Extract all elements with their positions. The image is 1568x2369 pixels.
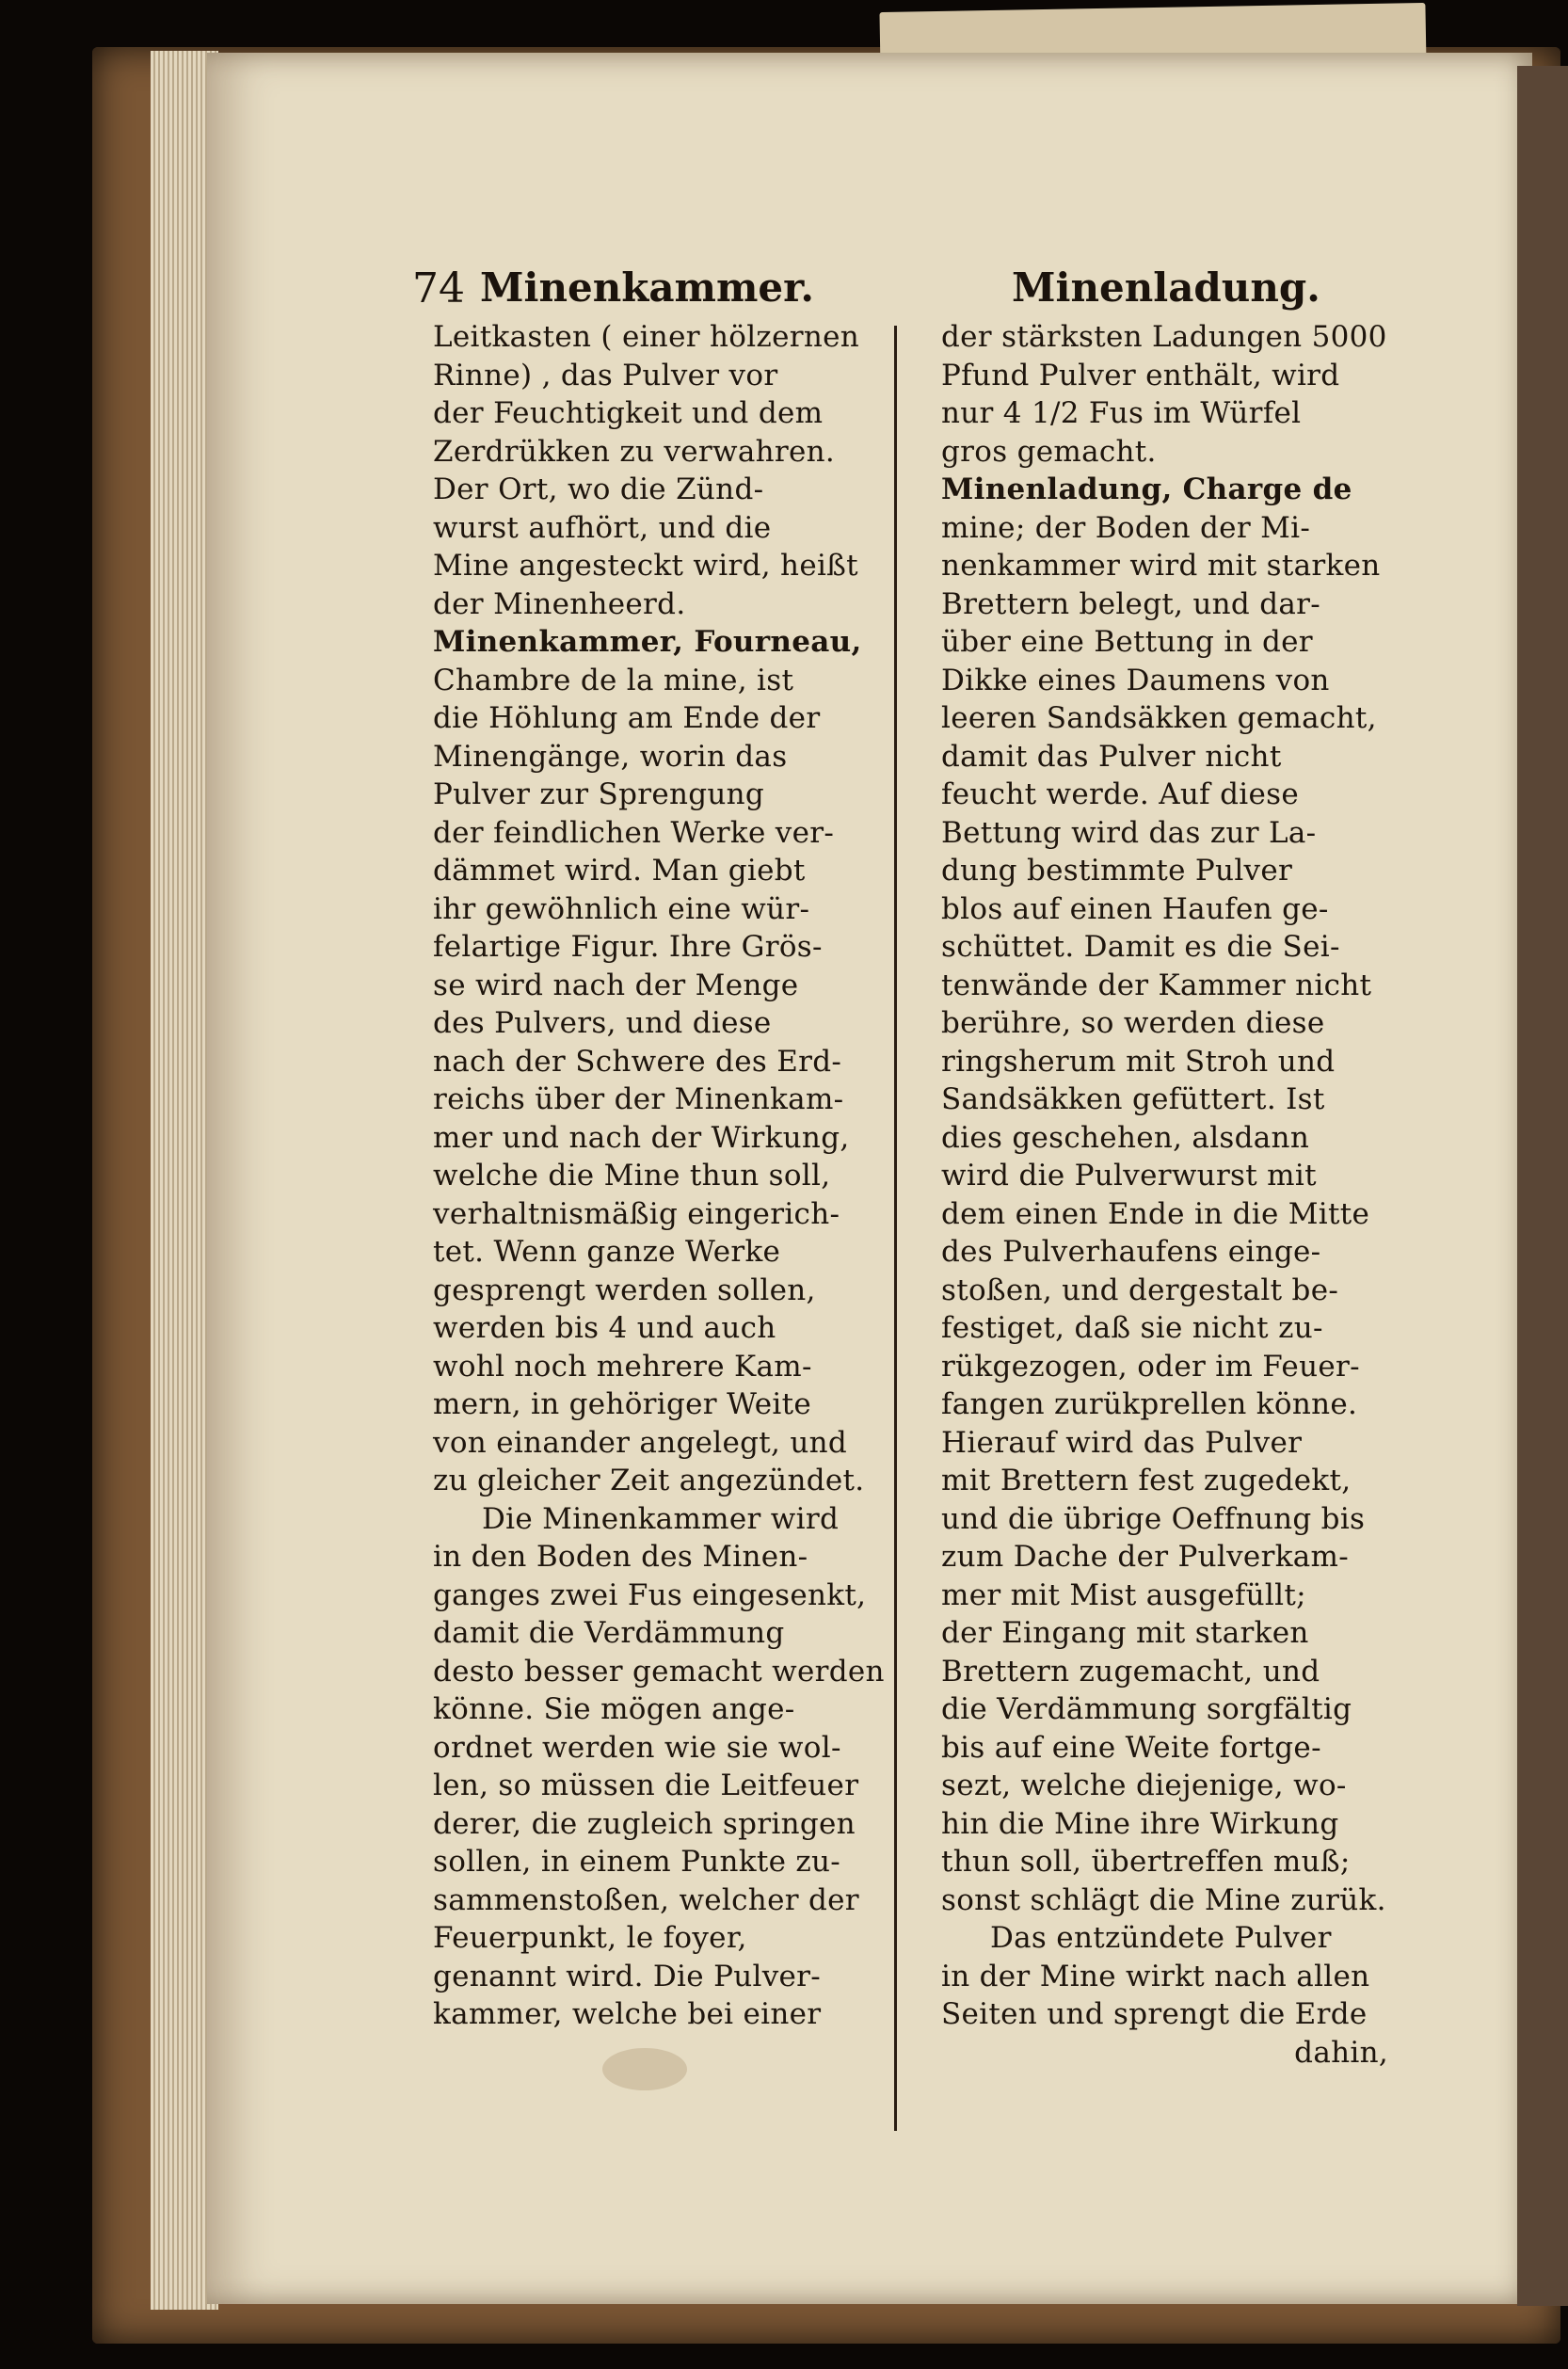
text-line: ihr gewöhnlich eine wür- (433, 891, 810, 926)
text-line: gros gemacht. (941, 434, 1157, 469)
text-line: festiget, daß sie nicht zu- (941, 1311, 1323, 1345)
left-running-title: Minenkammer. (480, 264, 815, 311)
text-line: ordnet werden wie sie wol- (433, 1730, 841, 1765)
text-line: schüttet. Damit es die Sei- (941, 930, 1340, 964)
text-line: Rinne) , das Pulver vor (433, 358, 778, 392)
text-line: dahin, (1294, 2035, 1388, 2070)
text-line: die Verdämmung sorgfältig (941, 1692, 1352, 1726)
text-line: Minengänge, worin das (433, 739, 788, 774)
text-line: desto besser gemacht werden (433, 1654, 885, 1689)
text-line: sezt, welche diejenige, wo- (941, 1769, 1347, 1802)
text-line: Hierauf wird das Pulver (941, 1425, 1303, 1460)
text-line: mer und nach der Wirkung, (433, 1120, 850, 1155)
text-line: verhaltnismäßig eingerich- (433, 1196, 840, 1231)
text-line: ganges zwei Fus eingesenkt, (433, 1577, 867, 1612)
text-line: genannt wird. Die Pulver- (433, 1959, 822, 1993)
text-line: felartige Figur. Ihre Grös- (433, 930, 823, 964)
text-line: welche die Mine thun soll, (433, 1159, 831, 1193)
text-line: nach der Schwere des Erd- (433, 1044, 842, 1079)
text-line: der feindlichen Werke ver- (433, 815, 835, 850)
text-line: se wird nach der Menge (433, 968, 799, 1002)
text-line: derer, die zugleich springen (433, 1806, 856, 1841)
text-line: Pfund Pulver enthält, wird (941, 358, 1340, 392)
text-line: Bettung wird das zur La- (941, 815, 1317, 850)
text-line: dies geschehen, alsdann (941, 1120, 1310, 1155)
text-line: mit Brettern fest zugedekt, (941, 1464, 1352, 1497)
text-line: sonst schlägt die Mine zurük. (941, 1882, 1386, 1917)
text-line: sammenstoßen, welcher der (433, 1882, 859, 1917)
text-line: hin die Mine ihre Wirkung (941, 1806, 1339, 1841)
text-line: dem einen Ende in die Mitte (941, 1196, 1370, 1231)
text-line: mer mit Mist ausgefüllt; (941, 1577, 1306, 1612)
text-line: Seiten und sprengt die Erde (941, 1997, 1368, 2031)
text-line: dung bestimmte Pulver (941, 854, 1293, 888)
text-line: len, so müssen die Leitfeuer (433, 1769, 859, 1802)
text-line: sollen, in einem Punkte zu- (433, 1845, 841, 1879)
column-divider-rule (894, 326, 897, 2131)
paper-stain (602, 2048, 687, 2090)
text-line: Das entzündete Pulver (990, 1921, 1332, 1955)
text-line: des Pulverhaufens einge- (941, 1235, 1321, 1269)
text-line: werden bis 4 und auch (433, 1311, 776, 1345)
text-line: nenkammer wird mit starken (941, 549, 1381, 583)
text-line: Feuerpunkt, le foyer, (433, 1921, 747, 1955)
text-line: dämmet wird. Man giebt (433, 854, 806, 888)
text-line: über eine Bettung in der (941, 625, 1313, 659)
text-line: Minenkammer, Fourneau, (433, 625, 862, 659)
text-line: wohl noch mehrere Kam- (433, 1349, 812, 1384)
right-text-column (941, 318, 1568, 2072)
text-line: des Pulvers, und diese (433, 1006, 772, 1040)
text-line: wurst aufhört, und die (433, 510, 772, 545)
book-page (207, 53, 1532, 2304)
text-line: bis auf eine Weite fortge- (941, 1730, 1321, 1765)
text-line: und die übrige Oeffnung bis (941, 1501, 1366, 1536)
text-line: stoßen, und dergestalt be- (941, 1273, 1339, 1307)
text-line: Chambre de la mine, ist (433, 663, 794, 697)
text-line: mine; der Boden der Mi- (941, 510, 1311, 545)
text-line: blos auf einen Haufen ge- (941, 891, 1329, 926)
text-line: der Feuchtigkeit und dem (433, 396, 824, 430)
text-line: von einander angelegt, und (433, 1425, 848, 1460)
text-line: tenwände der Kammer nicht (941, 968, 1372, 1002)
right-running-title: Minenladung. (1012, 264, 1320, 311)
text-line: zu gleicher Zeit angezündet. (433, 1464, 865, 1497)
text-line: damit das Pulver nicht (941, 739, 1282, 774)
text-line: gesprengt werden sollen, (433, 1273, 816, 1307)
text-line: kammer, welche bei einer (433, 1997, 822, 2031)
text-line: feucht werde. Auf diese (941, 777, 1299, 811)
text-line: Mine angesteckt wird, heißt (433, 549, 858, 583)
facing-page-spine (1517, 66, 1568, 2306)
text-line: Die Minenkammer wird (482, 1501, 840, 1536)
text-line: berühre, so werden diese (941, 1006, 1325, 1040)
text-line: in den Boden des Minen- (433, 1540, 808, 1574)
text-line: der Eingang mit starken (941, 1616, 1309, 1650)
text-line: zum Dache der Pulverkam- (941, 1540, 1350, 1574)
page-number: 74 (412, 264, 465, 312)
text-line: Minenladung, Charge de (941, 472, 1352, 506)
text-line: Zerdrükken zu verwahren. (433, 434, 836, 469)
text-line: in der Mine wirkt nach allen (941, 1959, 1370, 1993)
text-line: ringsherum mit Stroh und (941, 1044, 1336, 1079)
text-line: Pulver zur Sprengung (433, 777, 765, 811)
text-line: die Höhlung am Ende der (433, 701, 821, 735)
text-line: Brettern belegt, und dar- (941, 586, 1321, 621)
text-line: wird die Pulverwurst mit (941, 1159, 1317, 1193)
page-header (207, 264, 1532, 321)
text-line: der Minenheerd. (433, 586, 686, 621)
text-line: leeren Sandsäkken gemacht, (941, 701, 1377, 735)
text-line: damit die Verdämmung (433, 1616, 785, 1650)
text-line: tet. Wenn ganze Werke (433, 1235, 781, 1269)
text-line: fangen zurükprellen könne. (941, 1387, 1358, 1421)
text-line: nur 4 1/2 Fus im Würfel (941, 396, 1302, 430)
text-line: thun soll, übertreffen muß; (941, 1845, 1351, 1879)
text-line: Brettern zugemacht, und (941, 1654, 1320, 1689)
text-line: Der Ort, wo die Zünd- (433, 472, 764, 506)
text-line: reichs über der Minenkam- (433, 1082, 844, 1116)
text-line: könne. Sie mögen ange- (433, 1692, 795, 1726)
text-line: Dikke eines Daumens von (941, 663, 1330, 697)
text-line: mern, in gehöriger Weite (433, 1387, 811, 1421)
text-line: der stärksten Ladungen 5000 (941, 320, 1387, 354)
text-line: Leitkasten ( einer hölzernen (433, 320, 860, 354)
text-line: Sandsäkken gefüttert. Ist (941, 1082, 1325, 1116)
text-line: rükgezogen, oder im Feuer- (941, 1349, 1360, 1384)
